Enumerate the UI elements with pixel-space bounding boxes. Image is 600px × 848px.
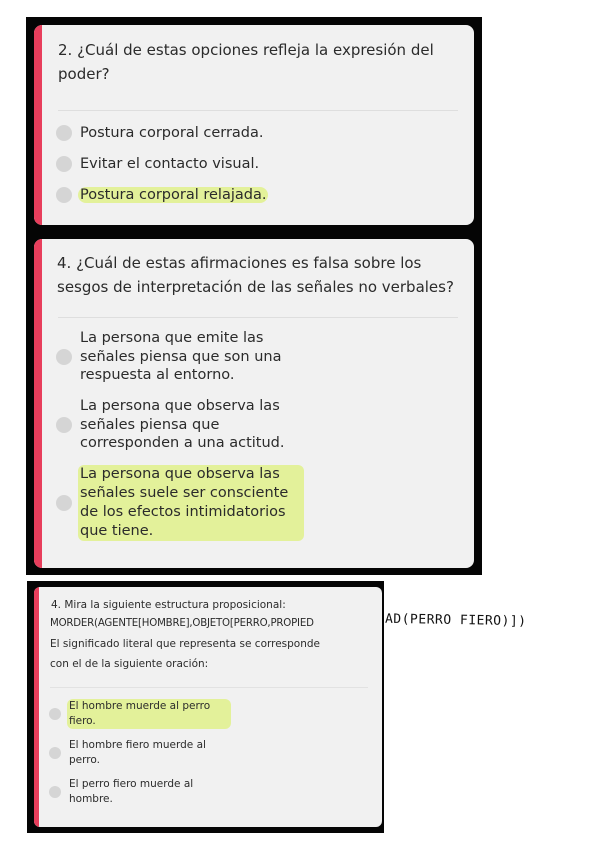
option-3[interactable] [49,777,229,807]
option-label: Evitar el contacto visual. [80,156,260,172]
radio-button[interactable] [56,187,72,203]
divider [50,687,368,688]
question-text: 2. ¿Cuál de estas opciones refleja la expresión del poder? [58,41,434,83]
question-card-proposition [34,587,382,827]
option-label-highlighted: Postura corporal relajada. [80,187,267,203]
radio-button[interactable] [56,156,72,172]
option-label: Postura corporal cerrada. [80,125,264,141]
option-label: El perro fiero muerde al hombre. [69,778,194,805]
option-2[interactable] [56,148,259,180]
option-2[interactable] [56,397,302,453]
question-line-3: El significado literal que representa se corresponde [50,638,321,650]
option-1[interactable] [56,329,302,385]
radio-button[interactable] [56,125,72,141]
option-label: La persona que emite las señales piensa que son una respuesta al entorno. [80,330,282,383]
radio-button[interactable] [56,417,72,433]
option-2[interactable] [49,738,229,768]
question-card-2 [34,25,474,225]
card-accent-bar [34,239,42,568]
radio-button[interactable] [49,786,61,798]
handwritten-annotation: AD(PERRO FIERO)]) [384,611,527,630]
question-line-2: MORDER(AGENTE[HOMBRE],OBJETO[PERRO,PROPIED [50,618,314,629]
question-text: 4. ¿Cuál de estas afirmaciones es falsa sobre los sesgos de interpretación de las señales no verbales? [57,254,454,296]
option-label: La persona que observa las señales piensa que corresponden a una actitud. [80,398,285,451]
option-label-highlighted: El hombre muerde al perro fiero. [67,699,231,729]
option-label: El hombre fiero muerde al perro. [69,739,206,766]
radio-button[interactable] [49,708,61,720]
option-1[interactable] [56,117,264,149]
question-card-4 [34,239,474,568]
option-1[interactable] [49,699,231,729]
divider [58,110,458,111]
option-3[interactable] [56,179,268,211]
question-line-4: con el de la siguiente oración: [50,658,209,670]
divider [58,317,458,318]
radio-button[interactable] [49,747,61,759]
quiz-panel-bottom [27,581,384,833]
option-label-highlighted: La persona que observa las señales suele ser consciente de los efectos intimidatorios que tiene. [78,465,304,541]
card-accent-bar [34,587,39,827]
quiz-panel-top [26,17,482,575]
card-accent-bar [34,25,42,225]
option-3[interactable] [56,465,304,541]
question-line-1: 4. Mira la siguiente estructura proposicional: [51,599,286,611]
radio-button[interactable] [56,495,72,511]
radio-button[interactable] [56,349,72,365]
